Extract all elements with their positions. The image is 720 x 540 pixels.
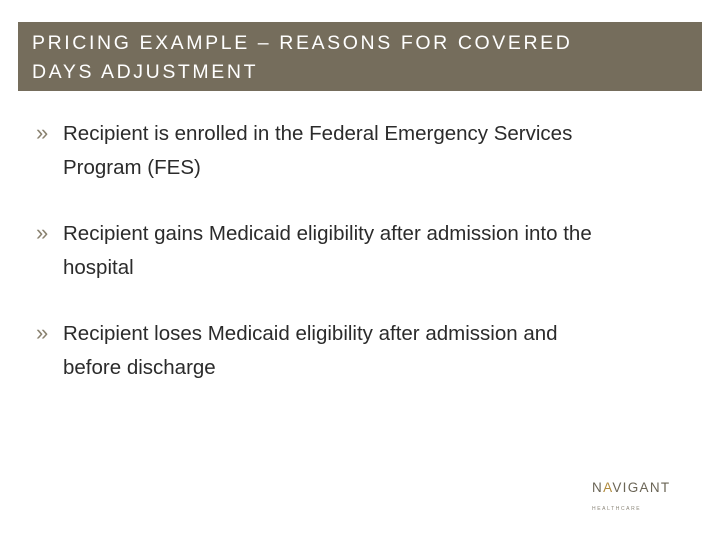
logo-wordmark xyxy=(592,480,692,496)
slide-title-line-2: DAYS ADJUSTMENT xyxy=(32,61,259,83)
logo-accent-letter: A xyxy=(603,480,613,495)
bullet-chevron-icon: » xyxy=(36,220,49,245)
bullet-list xyxy=(36,117,696,417)
bullet-item xyxy=(36,217,696,285)
bullet-chevron-icon: » xyxy=(36,320,49,345)
bullet-chevron-icon: » xyxy=(36,120,49,145)
bullet-text-line-1: Recipient gains Medicaid eligibility after admission into the xyxy=(63,222,592,245)
bullet-item xyxy=(36,317,696,385)
logo-subtitle: HEALTHCARE xyxy=(592,506,642,512)
bullet-text-line-1: Recipient is enrolled in the Federal Emergency Services xyxy=(63,122,573,145)
bullet-item xyxy=(36,117,696,185)
slide-title-bar xyxy=(18,22,702,91)
bullet-text-line-2: Program (FES) xyxy=(63,156,201,179)
logo-suffix: VIGANT xyxy=(612,480,671,495)
slide-title xyxy=(32,29,702,87)
logo-prefix: N xyxy=(592,480,604,495)
bullet-text-line-2: before discharge xyxy=(63,356,216,379)
bullet-text-line-1: Recipient loses Medicaid eligibility after admission and xyxy=(63,322,558,345)
navigant-logo xyxy=(592,480,692,516)
slide-title-line-1: PRICING EXAMPLE – REASONS FOR COVERED xyxy=(32,32,573,54)
bullet-text-line-2: hospital xyxy=(63,256,134,279)
